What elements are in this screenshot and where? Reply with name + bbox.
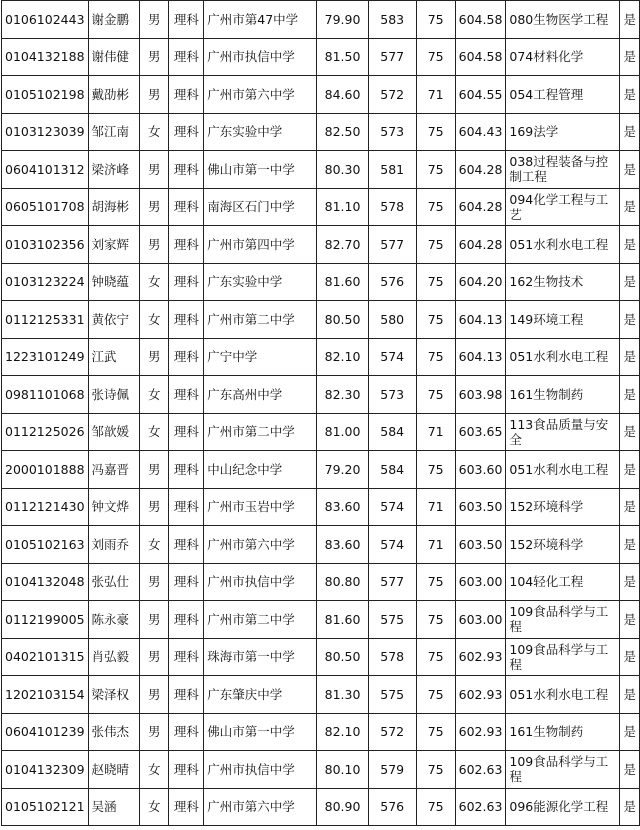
exam-score-cell: 572 — [368, 713, 416, 751]
table-row — [2, 751, 640, 789]
table-row — [2, 676, 640, 714]
major-cell: 161生物制药 — [506, 376, 620, 414]
exam-score-cell: 578 — [368, 638, 416, 676]
table-row — [2, 376, 640, 414]
school-cell: 广宁中学 — [204, 338, 317, 376]
subject-type-cell: 理科 — [169, 413, 204, 451]
gender-cell: 女 — [140, 526, 169, 564]
student-id-cell: 1202103154 — [2, 676, 89, 714]
major-cell: 152环境科学 — [506, 488, 620, 526]
bonus-cell: 75 — [416, 788, 455, 826]
gender-cell: 男 — [140, 638, 169, 676]
name-cell: 刘雨乔 — [88, 526, 140, 564]
gender-cell: 女 — [140, 751, 169, 789]
exam-score-cell: 580 — [368, 301, 416, 339]
school-cell: 广州市第二中学 — [204, 601, 317, 639]
student-id-cell: 0981101068 — [2, 376, 89, 414]
student-id-cell: 1223101249 — [2, 338, 89, 376]
test-score-cell: 81.10 — [317, 188, 368, 226]
test-score-cell: 83.60 — [317, 526, 368, 564]
bonus-cell: 75 — [416, 676, 455, 714]
exam-score-cell: 572 — [368, 76, 416, 114]
major-cell: 161生物制药 — [506, 713, 620, 751]
exam-score-cell: 579 — [368, 751, 416, 789]
test-score-cell: 79.90 — [317, 1, 368, 39]
bonus-cell: 75 — [416, 113, 455, 151]
exam-score-cell: 574 — [368, 488, 416, 526]
school-cell: 广东实验中学 — [204, 113, 317, 151]
bonus-cell: 71 — [416, 488, 455, 526]
table-row — [2, 451, 640, 489]
total-score-cell: 604.28 — [455, 226, 506, 264]
test-score-cell: 80.30 — [317, 151, 368, 189]
gender-cell: 男 — [140, 226, 169, 264]
name-cell: 张诗佩 — [88, 376, 140, 414]
school-cell: 广州市执信中学 — [204, 563, 317, 601]
major-cell: 149环境工程 — [506, 301, 620, 339]
total-score-cell: 602.93 — [455, 676, 506, 714]
school-cell: 广州市第47中学 — [204, 1, 317, 39]
exam-score-cell: 573 — [368, 113, 416, 151]
table-row — [2, 526, 640, 564]
subject-type-cell: 理科 — [169, 338, 204, 376]
total-score-cell: 603.60 — [455, 451, 506, 489]
admitted-cell: 是 — [620, 413, 640, 451]
exam-score-cell: 577 — [368, 563, 416, 601]
name-cell: 戴劭彬 — [88, 76, 140, 114]
student-id-cell: 0105102163 — [2, 526, 89, 564]
school-cell: 广州市第二中学 — [204, 301, 317, 339]
gender-cell: 男 — [140, 713, 169, 751]
name-cell: 谢伟健 — [88, 38, 140, 76]
admitted-cell: 是 — [620, 526, 640, 564]
school-cell: 佛山市第一中学 — [204, 151, 317, 189]
gender-cell: 男 — [140, 563, 169, 601]
school-cell: 中山纪念中学 — [204, 451, 317, 489]
name-cell: 钟文烨 — [88, 488, 140, 526]
test-score-cell: 81.50 — [317, 38, 368, 76]
exam-score-cell: 577 — [368, 38, 416, 76]
test-score-cell: 81.60 — [317, 601, 368, 639]
admitted-cell: 是 — [620, 188, 640, 226]
total-score-cell: 603.65 — [455, 413, 506, 451]
subject-type-cell: 理科 — [169, 188, 204, 226]
gender-cell: 女 — [140, 263, 169, 301]
gender-cell: 女 — [140, 113, 169, 151]
major-cell: 152环境科学 — [506, 526, 620, 564]
test-score-cell: 83.60 — [317, 488, 368, 526]
admitted-cell: 是 — [620, 676, 640, 714]
exam-score-cell: 578 — [368, 188, 416, 226]
student-id-cell: 0104132188 — [2, 38, 89, 76]
major-cell: 038过程装备与控制工程 — [506, 151, 620, 189]
total-score-cell: 602.63 — [455, 788, 506, 826]
admitted-cell: 是 — [620, 638, 640, 676]
major-cell: 051水利水电工程 — [506, 338, 620, 376]
school-cell: 广州市执信中学 — [204, 38, 317, 76]
subject-type-cell: 理科 — [169, 1, 204, 39]
exam-score-cell: 574 — [368, 526, 416, 564]
name-cell: 谢金鹏 — [88, 1, 140, 39]
test-score-cell: 82.10 — [317, 713, 368, 751]
student-id-cell: 2000101888 — [2, 451, 89, 489]
gender-cell: 女 — [140, 376, 169, 414]
school-cell: 广东高州中学 — [204, 376, 317, 414]
bonus-cell: 75 — [416, 638, 455, 676]
total-score-cell: 604.28 — [455, 188, 506, 226]
admitted-cell: 是 — [620, 563, 640, 601]
exam-score-cell: 583 — [368, 1, 416, 39]
test-score-cell: 79.20 — [317, 451, 368, 489]
subject-type-cell: 理科 — [169, 301, 204, 339]
student-id-cell: 0112121430 — [2, 488, 89, 526]
admitted-cell: 是 — [620, 113, 640, 151]
total-score-cell: 604.55 — [455, 76, 506, 114]
gender-cell: 男 — [140, 188, 169, 226]
bonus-cell: 75 — [416, 151, 455, 189]
name-cell: 邹歆媛 — [88, 413, 140, 451]
major-cell: 113食品质量与安全 — [506, 413, 620, 451]
test-score-cell: 82.70 — [317, 226, 368, 264]
student-id-cell: 0103123224 — [2, 263, 89, 301]
subject-type-cell: 理科 — [169, 751, 204, 789]
table-body — [2, 1, 640, 826]
admitted-cell: 是 — [620, 601, 640, 639]
admitted-cell: 是 — [620, 76, 640, 114]
name-cell: 陈永豪 — [88, 601, 140, 639]
subject-type-cell: 理科 — [169, 263, 204, 301]
major-cell: 169法学 — [506, 113, 620, 151]
total-score-cell: 602.93 — [455, 638, 506, 676]
name-cell: 冯嘉晋 — [88, 451, 140, 489]
school-cell: 珠海市第一中学 — [204, 638, 317, 676]
student-id-cell: 0112199005 — [2, 601, 89, 639]
major-cell: 051水利水电工程 — [506, 226, 620, 264]
name-cell: 张伟杰 — [88, 713, 140, 751]
total-score-cell: 604.58 — [455, 1, 506, 39]
student-id-cell: 0105102198 — [2, 76, 89, 114]
subject-type-cell: 理科 — [169, 563, 204, 601]
test-score-cell: 81.60 — [317, 263, 368, 301]
gender-cell: 男 — [140, 451, 169, 489]
student-id-cell: 0112125026 — [2, 413, 89, 451]
student-id-cell: 0112125331 — [2, 301, 89, 339]
gender-cell: 男 — [140, 676, 169, 714]
subject-type-cell: 理科 — [169, 451, 204, 489]
student-id-cell: 0105102121 — [2, 788, 89, 826]
major-cell: 104轻化工程 — [506, 563, 620, 601]
total-score-cell: 602.63 — [455, 751, 506, 789]
total-score-cell: 604.28 — [455, 151, 506, 189]
bonus-cell: 75 — [416, 263, 455, 301]
gender-cell: 女 — [140, 301, 169, 339]
test-score-cell: 82.30 — [317, 376, 368, 414]
table-row — [2, 488, 640, 526]
bonus-cell: 71 — [416, 526, 455, 564]
test-score-cell: 81.00 — [317, 413, 368, 451]
school-cell: 广东实验中学 — [204, 263, 317, 301]
total-score-cell: 604.20 — [455, 263, 506, 301]
exam-score-cell: 575 — [368, 676, 416, 714]
test-score-cell: 81.30 — [317, 676, 368, 714]
table-row — [2, 263, 640, 301]
admitted-cell: 是 — [620, 226, 640, 264]
school-cell: 南海区石门中学 — [204, 188, 317, 226]
name-cell: 钟晓蕴 — [88, 263, 140, 301]
bonus-cell: 75 — [416, 376, 455, 414]
bonus-cell: 75 — [416, 188, 455, 226]
admitted-cell: 是 — [620, 488, 640, 526]
table-row — [2, 188, 640, 226]
total-score-cell: 603.50 — [455, 526, 506, 564]
name-cell: 邹江南 — [88, 113, 140, 151]
table-row — [2, 301, 640, 339]
school-cell: 广州市第六中学 — [204, 788, 317, 826]
school-cell: 广州市第六中学 — [204, 526, 317, 564]
test-score-cell: 80.80 — [317, 563, 368, 601]
table-row — [2, 563, 640, 601]
total-score-cell: 604.43 — [455, 113, 506, 151]
test-score-cell: 82.50 — [317, 113, 368, 151]
table-row — [2, 638, 640, 676]
admitted-cell: 是 — [620, 338, 640, 376]
admitted-cell: 是 — [620, 451, 640, 489]
name-cell: 肖弘毅 — [88, 638, 140, 676]
subject-type-cell: 理科 — [169, 638, 204, 676]
bonus-cell: 75 — [416, 338, 455, 376]
student-id-cell: 0104132309 — [2, 751, 89, 789]
school-cell: 广州市玉岩中学 — [204, 488, 317, 526]
test-score-cell: 84.60 — [317, 76, 368, 114]
subject-type-cell: 理科 — [169, 151, 204, 189]
table-row — [2, 151, 640, 189]
bonus-cell: 75 — [416, 38, 455, 76]
subject-type-cell: 理科 — [169, 526, 204, 564]
school-cell: 广东肇庆中学 — [204, 676, 317, 714]
exam-score-cell: 584 — [368, 451, 416, 489]
bonus-cell: 75 — [416, 226, 455, 264]
exam-score-cell: 577 — [368, 226, 416, 264]
major-cell: 054工程管理 — [506, 76, 620, 114]
gender-cell: 男 — [140, 488, 169, 526]
bonus-cell: 75 — [416, 713, 455, 751]
student-id-cell: 0103123039 — [2, 113, 89, 151]
major-cell: 109食品科学与工程 — [506, 638, 620, 676]
name-cell: 胡海彬 — [88, 188, 140, 226]
major-cell: 051水利水电工程 — [506, 676, 620, 714]
bonus-cell: 71 — [416, 76, 455, 114]
name-cell: 吴涵 — [88, 788, 140, 826]
test-score-cell: 80.90 — [317, 788, 368, 826]
test-score-cell: 82.10 — [317, 338, 368, 376]
admission-table — [1, 0, 640, 826]
school-cell: 广州市第六中学 — [204, 76, 317, 114]
gender-cell: 男 — [140, 76, 169, 114]
major-cell: 162生物技术 — [506, 263, 620, 301]
name-cell: 江武 — [88, 338, 140, 376]
gender-cell: 男 — [140, 338, 169, 376]
gender-cell: 女 — [140, 788, 169, 826]
school-cell: 佛山市第一中学 — [204, 713, 317, 751]
student-id-cell: 0103102356 — [2, 226, 89, 264]
bonus-cell: 75 — [416, 451, 455, 489]
subject-type-cell: 理科 — [169, 38, 204, 76]
total-score-cell: 604.13 — [455, 338, 506, 376]
student-id-cell: 0104132048 — [2, 563, 89, 601]
subject-type-cell: 理科 — [169, 488, 204, 526]
table-row — [2, 713, 640, 751]
name-cell: 黄依宁 — [88, 301, 140, 339]
exam-score-cell: 574 — [368, 338, 416, 376]
admitted-cell: 是 — [620, 301, 640, 339]
table-row — [2, 38, 640, 76]
total-score-cell: 603.00 — [455, 563, 506, 601]
test-score-cell: 80.50 — [317, 638, 368, 676]
name-cell: 赵晓晴 — [88, 751, 140, 789]
major-cell: 051水利水电工程 — [506, 451, 620, 489]
total-score-cell: 603.00 — [455, 601, 506, 639]
school-cell: 广州市执信中学 — [204, 751, 317, 789]
admitted-cell: 是 — [620, 1, 640, 39]
test-score-cell: 80.10 — [317, 751, 368, 789]
subject-type-cell: 理科 — [169, 788, 204, 826]
name-cell: 刘家辉 — [88, 226, 140, 264]
admitted-cell: 是 — [620, 713, 640, 751]
major-cell: 094化学工程与工艺 — [506, 188, 620, 226]
name-cell: 梁泽权 — [88, 676, 140, 714]
student-id-cell: 0402101315 — [2, 638, 89, 676]
school-cell: 广州市第四中学 — [204, 226, 317, 264]
subject-type-cell: 理科 — [169, 113, 204, 151]
exam-score-cell: 573 — [368, 376, 416, 414]
table-row — [2, 76, 640, 114]
student-id-cell: 0605101708 — [2, 188, 89, 226]
major-cell: 080生物医学工程 — [506, 1, 620, 39]
subject-type-cell: 理科 — [169, 676, 204, 714]
gender-cell: 男 — [140, 151, 169, 189]
subject-type-cell: 理科 — [169, 226, 204, 264]
gender-cell: 男 — [140, 601, 169, 639]
student-id-cell: 0106102443 — [2, 1, 89, 39]
bonus-cell: 75 — [416, 563, 455, 601]
subject-type-cell: 理科 — [169, 713, 204, 751]
exam-score-cell: 581 — [368, 151, 416, 189]
total-score-cell: 604.13 — [455, 301, 506, 339]
table-row — [2, 226, 640, 264]
total-score-cell: 604.58 — [455, 38, 506, 76]
student-id-cell: 0604101239 — [2, 713, 89, 751]
admitted-cell: 是 — [620, 263, 640, 301]
bonus-cell: 75 — [416, 1, 455, 39]
major-cell: 096能源化学工程 — [506, 788, 620, 826]
name-cell: 梁济峰 — [88, 151, 140, 189]
exam-score-cell: 576 — [368, 263, 416, 301]
table-row — [2, 338, 640, 376]
admitted-cell: 是 — [620, 376, 640, 414]
major-cell: 109食品科学与工程 — [506, 601, 620, 639]
table-row — [2, 113, 640, 151]
name-cell: 张弘仕 — [88, 563, 140, 601]
exam-score-cell: 576 — [368, 788, 416, 826]
table-row — [2, 413, 640, 451]
admitted-cell: 是 — [620, 751, 640, 789]
exam-score-cell: 575 — [368, 601, 416, 639]
school-cell: 广州市第二中学 — [204, 413, 317, 451]
test-score-cell: 80.50 — [317, 301, 368, 339]
admitted-cell: 是 — [620, 151, 640, 189]
subject-type-cell: 理科 — [169, 376, 204, 414]
major-cell: 109食品科学与工程 — [506, 751, 620, 789]
exam-score-cell: 584 — [368, 413, 416, 451]
admitted-cell: 是 — [620, 788, 640, 826]
total-score-cell: 603.50 — [455, 488, 506, 526]
table-row — [2, 601, 640, 639]
bonus-cell: 75 — [416, 301, 455, 339]
table-row — [2, 1, 640, 39]
bonus-cell: 71 — [416, 413, 455, 451]
table-row — [2, 788, 640, 826]
total-score-cell: 602.93 — [455, 713, 506, 751]
bonus-cell: 75 — [416, 751, 455, 789]
gender-cell: 女 — [140, 413, 169, 451]
total-score-cell: 603.98 — [455, 376, 506, 414]
student-id-cell: 0604101312 — [2, 151, 89, 189]
bonus-cell: 75 — [416, 601, 455, 639]
gender-cell: 男 — [140, 38, 169, 76]
gender-cell: 男 — [140, 1, 169, 39]
subject-type-cell: 理科 — [169, 601, 204, 639]
major-cell: 074材料化学 — [506, 38, 620, 76]
subject-type-cell: 理科 — [169, 76, 204, 114]
admitted-cell: 是 — [620, 38, 640, 76]
